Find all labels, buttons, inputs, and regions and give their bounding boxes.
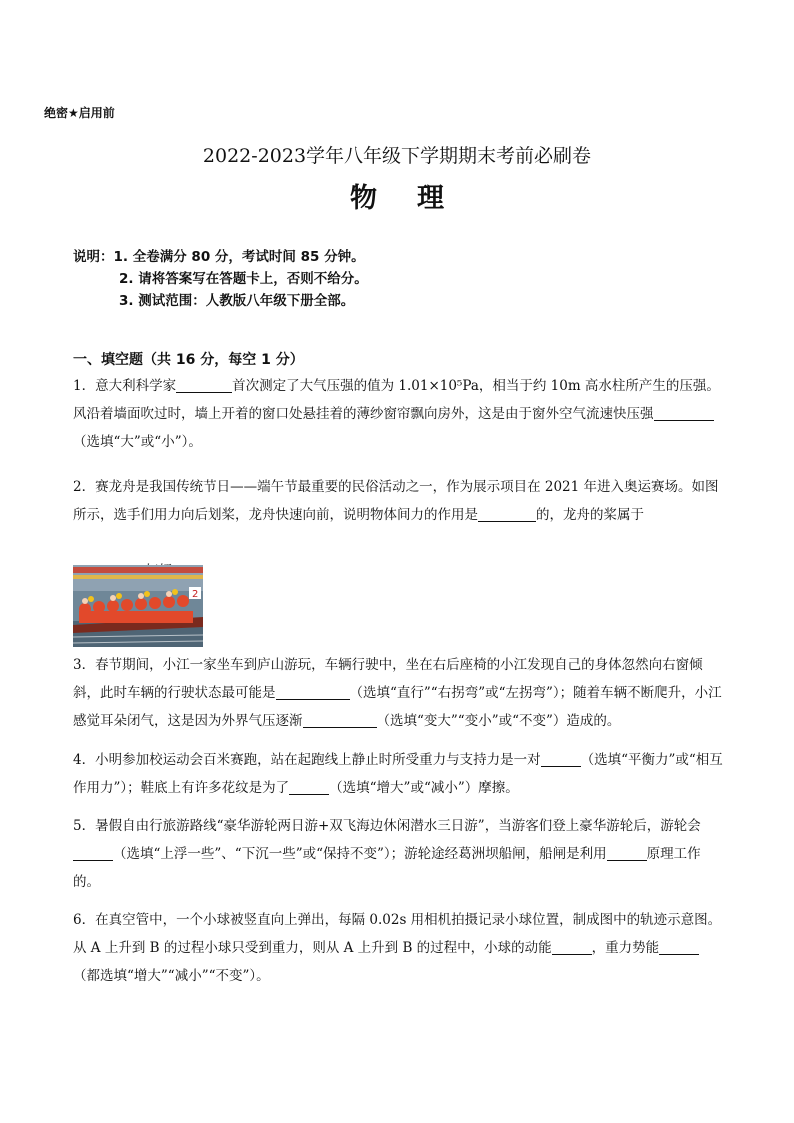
- question-4: [73, 746, 723, 802]
- question-2-text-b: 的，龙舟的桨属于: [536, 507, 644, 523]
- question-3-text-c: （选填“变大”“变小”或“不变”）造成的。: [376, 713, 621, 729]
- question-6-text-b: ，重力势能: [591, 940, 660, 956]
- exam-instructions: [73, 246, 368, 312]
- section-heading: 一、填空题（共 16 分，每空 1 分）: [73, 352, 304, 368]
- question-3-text-a: 3．春节期间，小江一家坐车到庐山游玩，车辆行驶中，坐在右后座椅的小江发现自己的身体忽然向右窗倾斜，此时车辆的行驶状态最可能是: [73, 657, 703, 701]
- answer-blank: [176, 377, 232, 393]
- question-1: [73, 372, 723, 456]
- question-6-text-a: 6．在真空管中，一个小球被竖直向上弹出，每隔 0.02s 用相机拍摄记录小球位置，制成图中的轨迹示意图。从 A 上升到 B 的过程小球只受到重力，则从 A 上升到 B 的过程中，小球的动能: [73, 912, 722, 956]
- answer-blank: [478, 506, 536, 522]
- answer-blank: [607, 845, 647, 861]
- answer-blank: [303, 712, 377, 728]
- answer-blank: [654, 405, 714, 421]
- subject-title: 物理: [350, 183, 484, 214]
- question-3-text-b: （选填“直行”“右拐弯”或“左拐弯”）；随着车辆不断爬升，小江感觉耳朵闭气，这是因为外界气压逐渐: [73, 685, 722, 729]
- question-4-text-b: （选填“平衡力”或“相互作用力”）；鞋底上有许多花纹是为了: [73, 752, 723, 796]
- instruction-2: 2. 请将答案写在答题卡上，否则不给分。: [119, 271, 368, 287]
- question-4-text-a: 4．小明参加校运动会百米赛跑，站在起跑线上静止时所受重力与支持力是一对: [73, 752, 541, 768]
- instruction-3: 3. 测试范围：人教版八年级下册全部。: [119, 293, 355, 309]
- question-5: [73, 812, 723, 896]
- answer-blank: [276, 684, 350, 700]
- instruction-1: 说明：1. 全卷满分 80 分，考试时间 85 分钟。: [73, 249, 365, 265]
- question-4-text-c: （选填“增大”或“减小”）摩擦。: [329, 780, 519, 796]
- question-5-text-b: （选填“上浮一些”、“下沉一些”或“保持不变”）；游轮途经葛洲坝船闸，船闸是利用: [113, 846, 607, 862]
- question-3: [73, 651, 723, 735]
- question-1-text-c: （选填“大”或“小”）。: [73, 434, 202, 450]
- confidential-label: 绝密★启用前: [44, 106, 115, 120]
- question-6: [73, 906, 723, 990]
- answer-blank: [73, 845, 113, 861]
- question-1-text-a: 1．意大利科学家: [73, 378, 177, 394]
- answer-blank: [541, 751, 581, 767]
- answer-blank: [289, 779, 329, 795]
- dragon-boat-photo: [73, 565, 203, 647]
- svg-text:2: 2: [192, 589, 199, 600]
- question-2-text-a: 2．赛龙舟是我国传统节日——端午节最重要的民俗活动之一，作为展示项目在 2021 年进入奥运赛场。如图所示，选手们用力向后划桨，龙舟快速向前，说明物体间力的作用是: [73, 479, 719, 523]
- question-6-text-c: （都选填“增大”“减小”“不变”）。: [73, 968, 270, 984]
- exam-title: 2022-2023学年八年级下学期期末考前必刷卷: [202, 145, 592, 167]
- answer-blank: [659, 939, 699, 955]
- answer-blank: [552, 939, 592, 955]
- question-5-text-a: 5．暑假自由行旅游路线“豪华游轮两日游+双飞海边休闲潜水三日游”，当游客们登上豪华游轮后，游轮会: [73, 818, 701, 834]
- question-1-text-b: 首次测定了大气压强的值为 1.01×10⁵Pa，相当于约 10m 高水柱所产生的压强。风沿着墙面吹过时，墙上开着的窗口处悬挂着的薄纱窗帘飘向房外，这是由于窗外空气流速快压强: [73, 378, 720, 422]
- question-5-text-c: 原理工作的。: [73, 846, 701, 890]
